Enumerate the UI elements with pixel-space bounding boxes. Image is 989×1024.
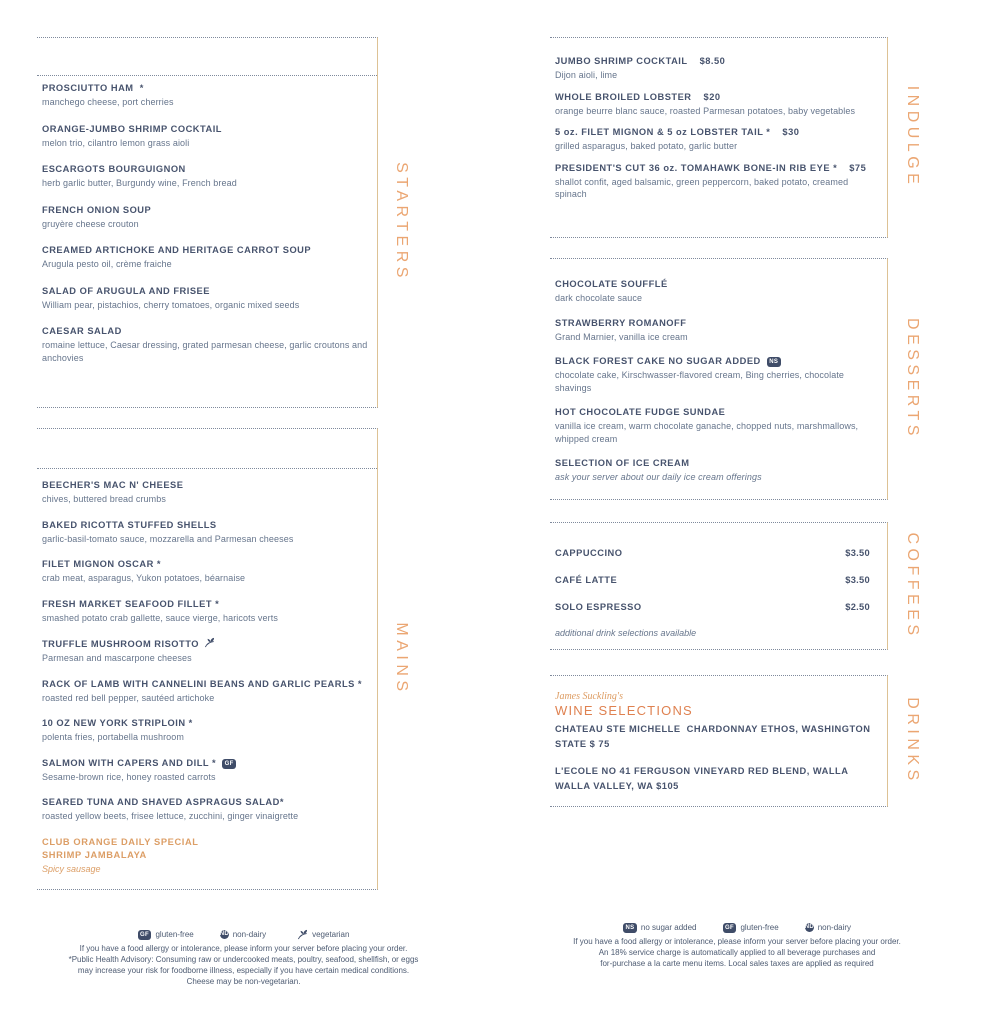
menu-item-price: $20 (703, 91, 721, 102)
indulge-item-list (555, 55, 879, 210)
menu-item-desc: vanilla ice cream, warm chocolate ganache, chopped nuts, marshmallows, whipped cream (555, 421, 859, 444)
menu-item (555, 457, 879, 484)
menu-item (42, 163, 369, 190)
menu-item (555, 317, 879, 344)
menu-item-title: ESCARGOTS BOURGUIGNON (42, 164, 186, 174)
menu-item-desc: smashed potato crab gallette, sauce vierge, haricots verts (42, 612, 278, 623)
diet-badge-gf-icon: GF (723, 923, 737, 933)
vegetarian-leaf-icon (297, 929, 308, 940)
legend-entry (220, 929, 266, 940)
coffee-price: $3.50 (845, 548, 870, 558)
wine-entry: CHATEAU STE MICHELLE CHARDONNAY ETHOS, WASHINGTON STATE $ 75 (555, 724, 874, 749)
menu-item-title: STRAWBERRY ROMANOFF (555, 317, 687, 328)
menu-item-title: SALMON WITH CAPERS AND DILL * (42, 757, 217, 768)
menu-item-desc: Arugula pesto oil, crème fraiche (42, 259, 172, 269)
menu-item (555, 278, 879, 305)
menu-item-desc: shallot confit, aged balsamic, green peppercorn, baked potato, creamed spinach (555, 176, 849, 199)
footer-line: If you have a food allergy or intolerance, please inform your server before placing your order. (79, 944, 408, 953)
drinks-content (555, 691, 879, 806)
coffee-row (555, 574, 870, 586)
menu-item-title: CAESAR SALAD (42, 326, 122, 336)
legend-label: gluten-free (740, 923, 779, 932)
menu-item-title: SELECTION OF ICE CREAM (555, 458, 690, 468)
menu-item-name (42, 325, 369, 337)
menu-item (42, 757, 369, 784)
menu-item-name (555, 457, 879, 469)
menu-item-title: RACK OF LAMB WITH CANNELINI BEANS AND GARLIC PEARLS * (42, 678, 363, 689)
menu-item-name (42, 717, 369, 729)
menu-item-title: JUMBO SHRIMP COCKTAIL (555, 56, 688, 66)
menu-item (42, 678, 369, 705)
coffee-name: CAPPUCCINO (555, 548, 623, 558)
menu-item-desc: garlic-basil-tomato sauce, mozzarella and Parmesan cheeses (42, 533, 294, 544)
daily-special-dish: SHRIMP JAMBALAYA (42, 850, 147, 860)
indulge-section (550, 37, 888, 238)
menu-item-desc: chives, buttered bread crumbs (42, 494, 166, 504)
menu-item (555, 162, 879, 201)
daily-special (42, 836, 369, 876)
menu-item-name (42, 598, 369, 610)
menu-item-name (555, 278, 879, 290)
legend-label: gluten-free (155, 930, 194, 939)
menu-item (42, 519, 369, 546)
menu-item (555, 55, 879, 82)
coffees-label: COFFEES (904, 532, 921, 640)
menu-item-title: PROSCIUTTO HAM * (42, 83, 144, 93)
coffees-note: additional drink selections available (555, 628, 697, 638)
legend-entry (138, 929, 194, 940)
coffee-price: $2.50 (845, 602, 870, 612)
menu-item-desc: romaine lettuce, Caesar dressing, grated parmesan cheese, garlic croutons and anchovies (42, 340, 368, 363)
menu-item-name (555, 317, 879, 329)
diet-legend (552, 922, 922, 933)
footer-line: If you have a food allergy or intolerance, please inform your server before placing your order. (573, 937, 901, 946)
menu-item-desc: Sesame-brown rice, honey roasted carrots (42, 771, 216, 782)
drinks-label: DRINKS (904, 697, 921, 785)
menu-item (555, 126, 879, 153)
menu-item (555, 91, 879, 118)
menu-item-price: $75 (849, 162, 867, 173)
desserts-label: DESSERTS (904, 318, 921, 440)
menu-item-name (555, 91, 879, 103)
legend-label: non-dairy (817, 923, 852, 932)
menu-item (42, 204, 369, 231)
menu-item (555, 406, 879, 445)
diet-badge-gf-icon: GF (138, 930, 152, 940)
menu-item (42, 123, 369, 150)
menu-item-desc: gruyère cheese crouton (42, 218, 139, 229)
desserts-section (550, 258, 888, 500)
menu-item-title: ORANGE-JUMBO SHRIMP COCKTAIL (42, 123, 222, 134)
menu-item-name (42, 82, 369, 94)
menu-item-desc: William pear, pistachios, cherry tomatoes, organic mixed seeds (42, 299, 300, 310)
coffees-content (555, 547, 870, 638)
menu-item-title: FRESH MARKET SEAFOOD FILLET * (42, 598, 220, 609)
legend-entry (292, 929, 349, 940)
menu-item-desc: ask your server about our daily ice cream offerings (555, 472, 762, 482)
menu-item (42, 637, 369, 665)
footer-line: An 18% service charge is automatically applied to all beverage purchases and (598, 948, 876, 957)
menu-item-desc: roasted red bell pepper, sautéed artichoke (42, 692, 215, 703)
menu-item-name (42, 244, 369, 256)
legend-label: non-dairy (232, 930, 267, 939)
indulge-label: INDULGE (904, 85, 921, 189)
menu-item-name (555, 406, 879, 418)
menu-item-price: $8.50 (699, 56, 726, 66)
menu-item-name (42, 285, 369, 297)
legend-entry (623, 922, 697, 933)
starters-label: STARTERS (393, 162, 410, 282)
menu-item-name (42, 637, 369, 650)
diet-badge-ns-icon: NS (767, 357, 781, 367)
desserts-item-list (555, 278, 879, 496)
menu-item-desc: roasted yellow beets, frisee lettuce, zucchini, ginger vinaigrette (42, 811, 299, 821)
drinks-section (550, 675, 888, 807)
coffee-name: CAFÉ LATTE (555, 575, 618, 585)
menu-item-title: BEECHER'S MAC N' CHEESE (42, 480, 184, 490)
menu-item-title: PRESIDENT'S CUT 36 oz. TOMAHAWK BONE-IN RIB EYE * (555, 162, 838, 173)
menu-item (555, 355, 879, 394)
coffee-row (555, 547, 870, 559)
menu-item-desc: Grand Marnier, vanilla ice cream (555, 331, 688, 342)
menu-item-desc: melon trio, cilantro lemon grass aioli (42, 137, 190, 148)
menu-item-desc: dark chocolate sauce (555, 293, 643, 303)
menu-item-desc: grilled asparagus, baked potato, garlic butter (555, 141, 738, 151)
menu-item-name (555, 55, 879, 67)
menu-item (42, 796, 369, 823)
menu-item (42, 558, 369, 585)
menu-item (42, 285, 369, 312)
menu-item-desc: polenta fries, portabella mushroom (42, 732, 184, 742)
wine-list (555, 722, 879, 794)
coffee-row-list (555, 547, 870, 613)
menu-item-title: FILET MIGNON OSCAR * (42, 559, 161, 569)
diet-badge-gf-icon: GF (222, 759, 236, 769)
menu-item-title: TRUFFLE MUSHROOM RISOTTO (42, 639, 199, 649)
mains-item-list (42, 479, 369, 823)
diet-badge-nd-icon: ND (219, 931, 230, 937)
footer-line: *Public Health Advisory: Consuming raw or undercooked meats, poultry, seafood, shellfish, or eggs (68, 955, 419, 964)
menu-item-name (42, 163, 369, 175)
diet-legend (37, 929, 450, 940)
wine-entry: L'ECOLE NO 41 FERGUSON VINEYARD RED BLEND, WALLA WALLA VALLEY, WA $105 (555, 766, 852, 791)
mains-inner-divider (37, 468, 377, 469)
vegetarian-leaf-icon (204, 637, 215, 648)
footer-line: Cheese may be non-vegetarian. (186, 977, 301, 986)
menu-item-title: BLACK FOREST CAKE NO SUGAR ADDED (555, 356, 761, 366)
menu-item-price: $30 (782, 127, 800, 137)
wine-curator-name: James Suckling's (555, 691, 623, 702)
menu-item-name (42, 123, 369, 135)
menu-item-name (42, 558, 369, 570)
menu-item-desc: crab meat, asparagus, Yukon potatoes, béarnaise (42, 573, 246, 583)
daily-special-desc: Spicy sausage (42, 863, 101, 874)
diet-badge-ns-icon: NS (623, 923, 637, 933)
menu-item-title: BAKED RICOTTA STUFFED SHELLS (42, 519, 217, 530)
daily-special-title: CLUB ORANGE DAILY SPECIAL (42, 836, 199, 847)
menu-item-title: HOT CHOCOLATE FUDGE SUNDAE (555, 407, 726, 417)
mains-label: MAINS (393, 622, 410, 696)
coffee-row (555, 601, 870, 613)
mains-section (37, 428, 378, 890)
menu-item-desc: manchego cheese, port cherries (42, 97, 174, 107)
menu-item-name (42, 757, 369, 769)
footer-line: for-purchase a la carte menu items. Local sales taxes are applied as required (600, 959, 874, 968)
menu-item-title: CHOCOLATE SOUFFLÉ (555, 279, 668, 289)
menu-item-title: SALAD OF ARUGULA AND FRISEE (42, 285, 210, 296)
menu-item-name (555, 355, 879, 367)
menu-item-title: SEARED TUNA AND SHAVED ASPRAGUS SALAD* (42, 797, 284, 807)
footer-line: may increase your risk for foodborne illness, especially if you have certain medical conditions. (77, 966, 410, 975)
menu-item (42, 717, 369, 744)
coffees-section (550, 522, 888, 650)
menu-item-desc: Dijon aioli, lime (555, 70, 618, 80)
menu-item (42, 244, 369, 271)
legend-entry (805, 922, 851, 933)
menu-item (42, 325, 369, 364)
menu-item-name (555, 126, 879, 138)
menu-item-name (42, 519, 369, 531)
legend-label: vegetarian (312, 930, 350, 939)
starters-item-list (42, 82, 369, 378)
menu-item-title: FRENCH ONION SOUP (42, 204, 152, 215)
menu-item (42, 479, 369, 506)
legend-label: no sugar added (640, 923, 697, 932)
menu-item-desc: chocolate cake, Kirschwasser-flavored cream, Bing cherries, chocolate shavings (555, 370, 845, 393)
menu-item (42, 82, 369, 109)
starters-inner-divider (37, 75, 377, 76)
left-footer (37, 929, 450, 987)
menu-item-desc: orange beurre blanc sauce, roasted Parmesan potatoes, baby vegetables (555, 105, 856, 116)
menu-item-name (42, 678, 369, 690)
mains-content (42, 479, 369, 876)
menu-item-title: CREAMED ARTICHOKE AND HERITAGE CARROT SOUP (42, 245, 312, 255)
menu-item-title: WHOLE BROILED LOBSTER (555, 91, 692, 102)
starters-section (37, 37, 378, 408)
menu-item-name (42, 796, 369, 808)
menu-item (42, 598, 369, 625)
menu-item-desc: herb garlic butter, Burgundy wine, French bread (42, 178, 237, 188)
coffee-name: SOLO ESPRESSO (555, 602, 642, 612)
right-footer (552, 922, 922, 969)
legend-entry (723, 922, 779, 933)
menu-item-name (42, 204, 369, 216)
wine-selections-title: WINE SELECTIONS (555, 703, 693, 718)
diet-badge-nd-icon: ND (804, 924, 814, 930)
menu-item-name (42, 479, 369, 491)
menu-item-title: 10 OZ NEW YORK STRIPLOIN * (42, 718, 193, 728)
menu-item-desc: Parmesan and mascarpone cheeses (42, 653, 192, 663)
menu-item-title: 5 oz. FILET MIGNON & 5 oz LOBSTER TAIL * (555, 127, 771, 137)
coffee-price: $3.50 (845, 575, 870, 585)
menu-item-name (555, 162, 879, 174)
